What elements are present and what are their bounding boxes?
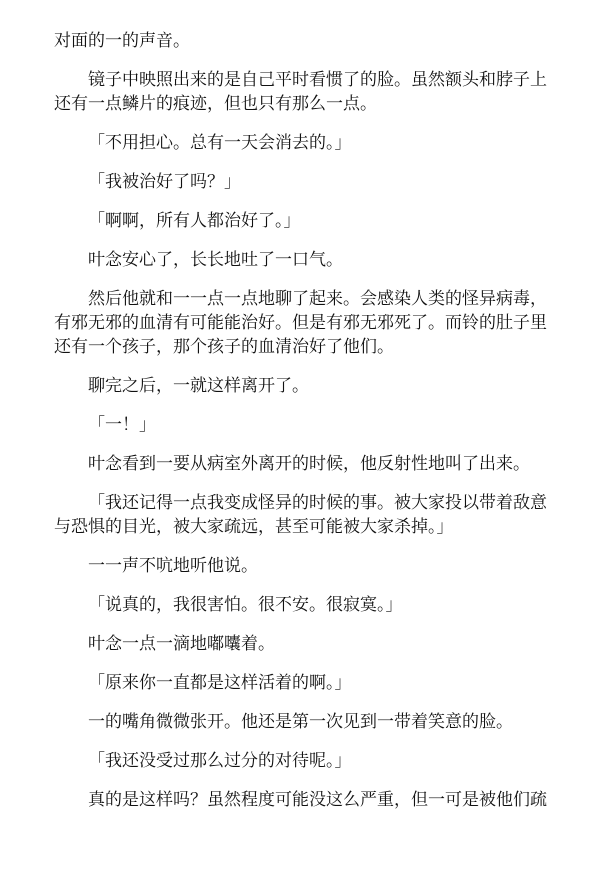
paragraph: 一一声不吭地听他说。: [88, 556, 258, 576]
dialogue-paragraph: 「我被治好了吗？」: [88, 172, 241, 192]
paragraph: 聊完之后，一就这样离开了。: [88, 376, 309, 396]
dialogue-paragraph: 「原来你一直都是这样活着的啊。」: [88, 673, 352, 693]
paragraph: 一的嘴角微微张开。他还是第一次见到一带着笑意的脸。: [88, 712, 513, 732]
paragraph-truncated: 真的是这样吗？虽然程度可能没这么严重，但一可是被他们疏: [88, 790, 547, 810]
paragraph: 镜子中映照出来的是自己平时看惯了的脸。虽然额头和脖子上还有一点鳞片的痕迹，但也只有那么一点。: [54, 70, 547, 114]
paragraph: 叶念安心了，长长地吐了一口气。: [88, 250, 343, 270]
dialogue-paragraph: 「啊啊，所有人都治好了。」: [88, 211, 301, 231]
paragraph: 叶念看到一要从病室外离开的时候，他反射性地叫了出来。: [88, 454, 530, 474]
dialogue-paragraph: 「我还没受过那么过分的对待呢。」: [88, 751, 352, 771]
dialogue-paragraph: 「一！」: [88, 415, 156, 435]
dialogue-paragraph: 「我还记得一点我变成怪异的时候的事。被大家投以带着敌意与恐惧的目光，被大家疏远，甚至可能被大家杀掉。」: [54, 493, 547, 537]
dialogue-paragraph: 「说真的，我很害怕。很不安。很寂寞。」: [88, 595, 403, 615]
paragraph: 叶念一点一滴地嘟囔着。: [88, 634, 275, 654]
paragraph-continuation: 对面的一的声音。: [54, 31, 190, 51]
dialogue-paragraph: 「不用担心。总有一天会消去的。」: [88, 133, 352, 153]
paragraph: 然后他就和一一点一点地聊了起来。会感染人类的怪异病毒，有邪无邪的血清有可能能治好。但是有邪无邪死了。而铃的肚子里还有一个孩子，那个孩子的血清治好了他们。: [54, 289, 547, 357]
